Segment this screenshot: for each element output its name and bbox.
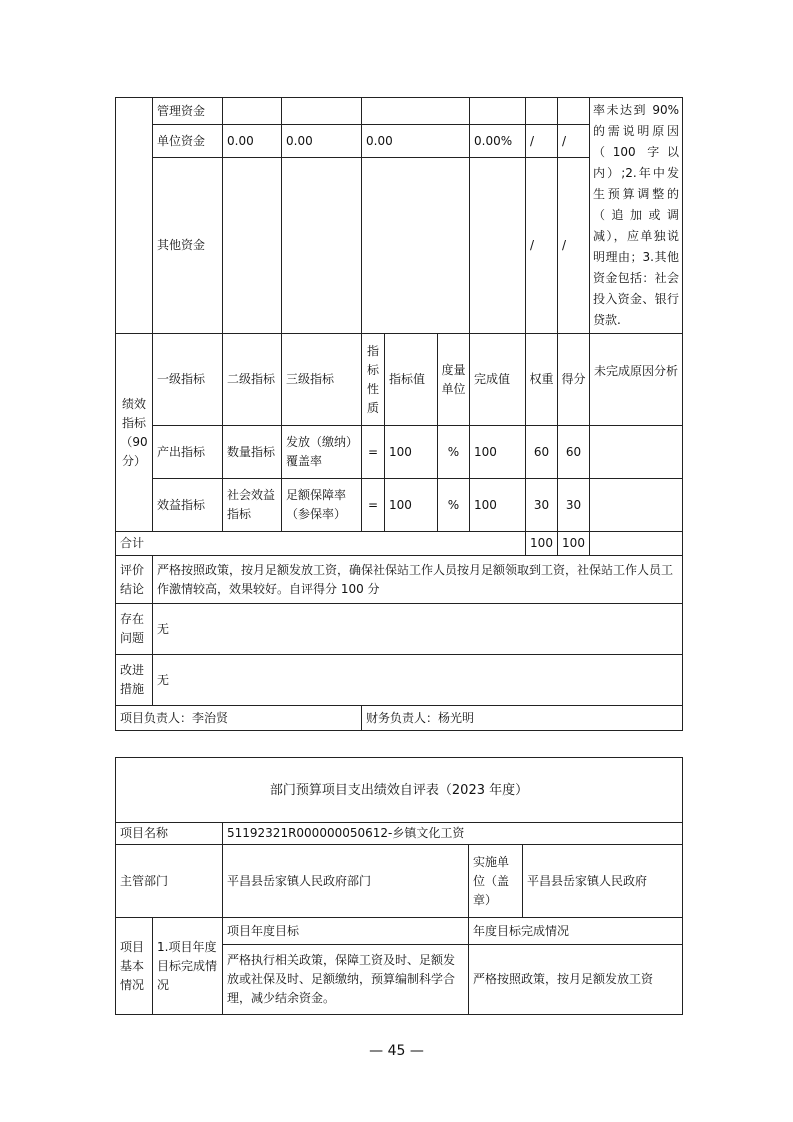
goal-header: 项目年度目标: [223, 918, 469, 945]
finance-lead: 财务负责人：杨光明: [362, 706, 683, 731]
issue-text: 无: [153, 604, 683, 655]
improve-label: 改进措施: [116, 655, 153, 706]
title-row: [116, 758, 683, 823]
funding-label: 其他资金: [153, 157, 223, 333]
eval-label: 评价结论: [116, 556, 153, 604]
dept-value: 平昌县岳家镇人民政府部门: [223, 845, 469, 918]
funding-row-unit: 单位资金 0.00 0.00 0.00 0.00% / /: [116, 125, 683, 157]
dept-label: 主管部门: [116, 845, 223, 918]
department-row: [116, 845, 683, 918]
table-title: 部门预算项目支出绩效自评表（2023 年度）: [116, 758, 683, 823]
total-weight: 100: [526, 532, 558, 556]
perf-label: 绩效指标（90分）: [116, 334, 153, 532]
goal-text: 严格执行相关政策，保障工资及时、足额发放或社保及时、足额缴纳，预算编制科学合理，减少结余资金。: [223, 945, 469, 1015]
funding-row-management: [116, 98, 683, 125]
total-label: 合计: [116, 532, 526, 556]
indicator-header-row: 绩效指标（90分） 一级指标 二级指标 三级指标 指标性质 指标值 度量单位 完成值 权重 得分 未完成原因分析: [116, 334, 683, 426]
name-label: 项目名称: [116, 823, 223, 845]
improvement-row: [116, 655, 683, 706]
project-name-row: [116, 823, 683, 845]
signature-row: [116, 706, 683, 731]
done-text: 严格按照政策，按月足额发放工资: [469, 945, 683, 1015]
impl-label: 实施单位（盖章）: [469, 845, 523, 918]
funding-row-other: 其他资金 / /: [116, 157, 683, 333]
total-score: 100: [558, 532, 590, 556]
funding-label: 单位资金: [153, 125, 223, 157]
improve-text: 无: [153, 655, 683, 706]
page-number: — 45 —: [369, 1043, 424, 1059]
indicator-row: 效益指标 社会效益指标 足额保障率（参保率） = 100 % 100 30 30: [116, 479, 683, 532]
funding-label: 管理资金: [153, 98, 223, 125]
funding-note: 率未达到 90%的需说明原因（100 字以内）;2.年中发生预算调整的（追加或调减），应单独说明理由；3.其他资金包括：社会投入资金、银行贷款.: [590, 98, 683, 334]
budget-self-eval-table: [115, 757, 683, 1015]
issues-row: [116, 604, 683, 655]
issue-label: 存在问题: [116, 604, 153, 655]
eval-text: 严格按照政策，按月足额发放工资，确保社保站工作人员按月足额领取到工资，社保站工作人员工作激情较高，效果较好。自评得分 100 分: [153, 556, 683, 604]
goal-header-row: [116, 918, 683, 945]
project-lead: 项目负责人：李治贤: [116, 706, 362, 731]
name-value: 51192321R000000050612-乡镇文化工资: [223, 823, 683, 845]
goal-label: 1.项目年度目标完成情况: [153, 918, 223, 1015]
impl-value: 平昌县岳家镇人民政府: [523, 845, 683, 918]
basic-label: 项目基本情况: [116, 918, 153, 1015]
indicator-row: 产出指标 数量指标 发放（缴纳）覆盖率 = 100 % 100 60 60: [116, 426, 683, 479]
total-row: [116, 532, 683, 556]
evaluation-row: [116, 556, 683, 604]
done-header: 年度目标完成情况: [469, 918, 683, 945]
performance-table: [115, 97, 683, 731]
